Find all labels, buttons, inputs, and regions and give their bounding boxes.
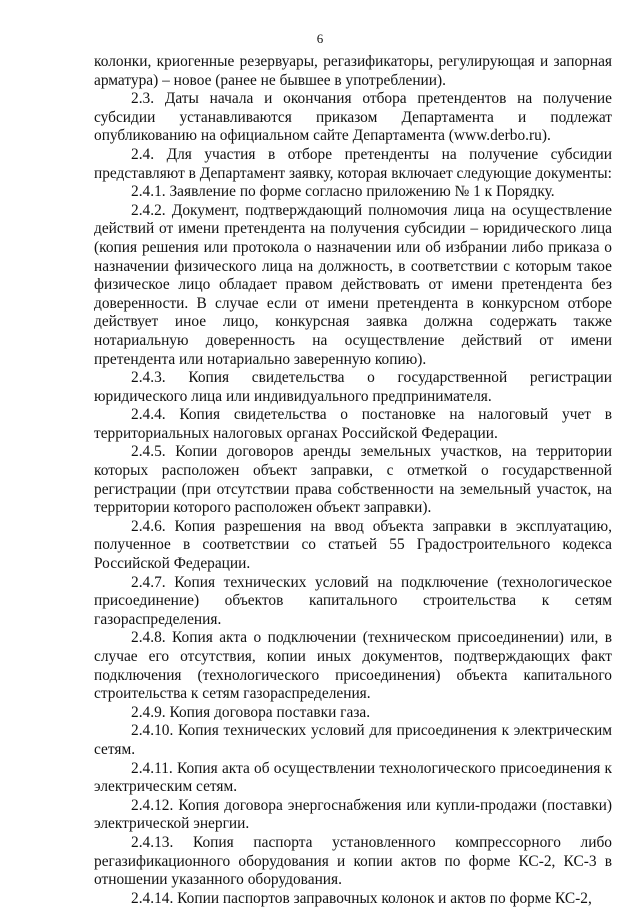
paragraph-2-4-6: 2.4.6. Копия разрешения на ввод объекта заправки в эксплуатацию, полученное в соответствии со статьей 55 Градостроительного кодекса Российской Федерации. <box>94 517 612 573</box>
paragraph-2-4-10: 2.4.10. Копия технических условий для присоединения к электрическим сетям. <box>94 722 612 758</box>
document-body <box>94 53 612 908</box>
paragraph-2-4-14: 2.4.14. Копии паспортов заправочных колонок и актов по форме КС-2, <box>131 889 592 907</box>
page-number: 6 <box>316 31 324 46</box>
paragraph-2-4-4: 2.4.4. Копия свидетельства о постановке на налоговый учет в территориальных налоговых органах Российской Федерации. <box>94 406 612 442</box>
paragraph-2-4-8: 2.4.8. Копия акта о подключении (техническом присоединении) или, в случае его отсутствия, копии иных документов, подтверждающих факт подключения (технологического присоединения) объекта капитального строительства к сетям газораспределения. <box>94 629 612 703</box>
paragraph-2-4-5: 2.4.5. Копии договоров аренды земельных участков, на территории которых расположен объект заправки, с отметкой о государственной регистрации (при отсутствии права собственности на земельный участок, на территории которого расположен объект заправки). <box>94 443 612 517</box>
paragraph-2-4-7: 2.4.7. Копия технических условий на подключение (технологическое присоединение) объектов капитального строительства к сетям газораспределения. <box>94 573 612 628</box>
paragraph-2-4-1: 2.4.1. Заявление по форме согласно приложению № 1 к Порядку. <box>131 183 555 201</box>
paragraph-2-4-9: 2.4.9. Копия договора поставки газа. <box>131 703 371 721</box>
paragraph-2-3: 2.3. Даты начала и окончания отбора претендентов на получение субсидии устанавливаются приказом Департамента и подлежат опубликованию на официальном сайте Департамента (www.derbo.ru). <box>94 90 612 145</box>
paragraph-2-4-12: 2.4.12. Копия договора энергоснабжения или купли-продажи (поставки) электрической энергии. <box>94 796 612 833</box>
paragraph-continuation: колонки, криогенные резервуары, регазификаторы, регулирующая и запорная арматура) – новое (ранее не бывшее в употреблении). <box>94 53 612 89</box>
paragraph-2-4-13: 2.4.13. Копия паспорта установленного компрессорного либо регазификационного оборудования и копии актов по форме КС-2, КС-3 в отношении указанного оборудования. <box>94 833 612 889</box>
paragraph-2-4: 2.4. Для участия в отборе претенденты на получение субсидии представляют в Департамент заявку, которая включает следующие документы: <box>94 145 612 182</box>
paragraph-2-4-3: 2.4.3. Копия свидетельства о государственной регистрации юридического лица или индивидуального предпринимателя. <box>94 369 612 405</box>
paragraph-2-4-2: 2.4.2. Документ, подтверждающий полномочия лица на осуществление действий от имени претендента на получения субсидии – юридического лица (копия решения или протокола о назначении или об избрании либо приказа о назначении физического лица на должность, в соответствии с которым такое физическое лицо обладает правом действовать от имени претендента без доверенности. В случае если от имени претендента в конкурсном отборе действует иное лицо, конкурсная заявка должна содержать также нотариальную доверенность на осуществление действий от имени претендента или нотариально заверенную копию). <box>94 201 612 368</box>
paragraph-2-4-11: 2.4.11. Копия акта об осуществлении технологического присоединения к электрическим сетям. <box>94 759 612 796</box>
